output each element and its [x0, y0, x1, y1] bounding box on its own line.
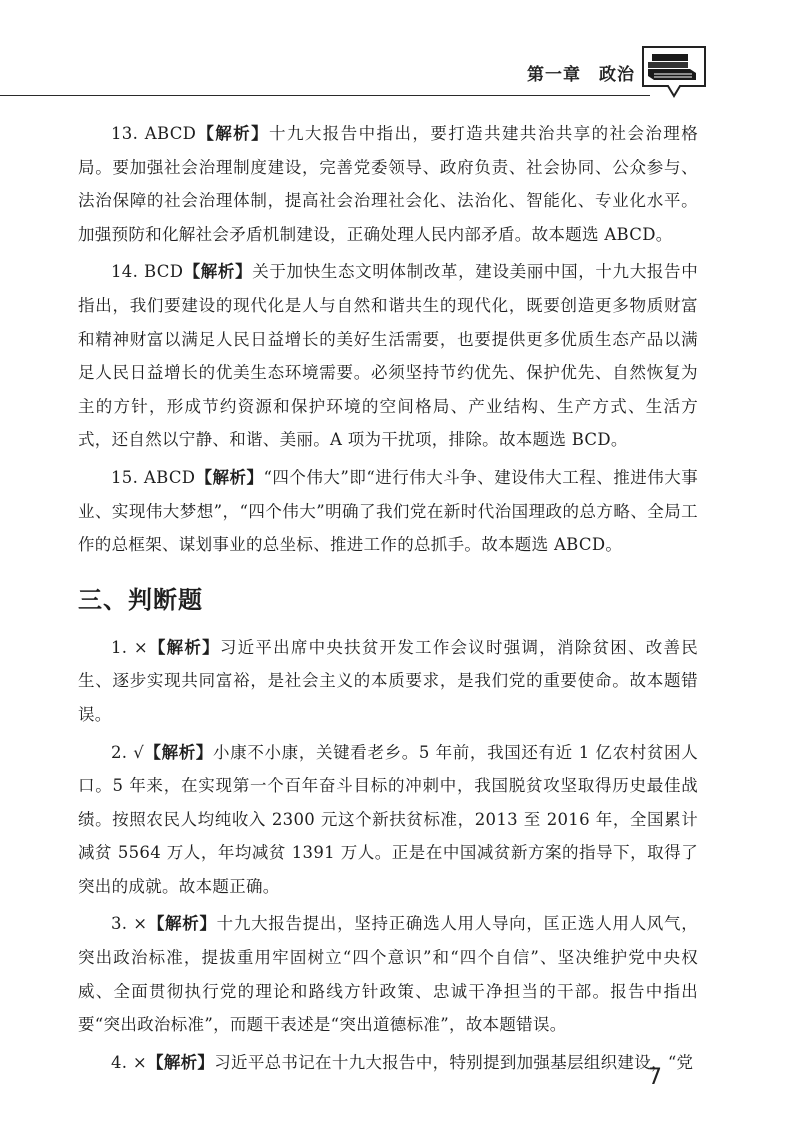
judge-answer-3: 3. ×【解析】十九大报告提出，坚持正确选人用人导向，匡正选人用人风气，突出政治标准，提拔重用牢固树立“四个意识”和“四个自信”、坚决维护党中央权威、全面贯彻执行党的理论和路线方针政策、忠诚干净担当的干部。报告中指出要“突出政治标准”，而题干表述是“突出道德标准”，故本题错误。: [78, 914, 698, 1035]
judge-answer-4: 4. ×【解析】习近平总书记在十九大报告中，特别提到加强基层组织建设，“党: [111, 1052, 694, 1072]
answer-14: 14. BCD【解析】关于加快生态文明体制改革，建设美丽中国，十九大报告中指出，我们要建设的现代化是人与自然和谐共生的现代化，既要创造更多物质财富和精神财富以满足人民日益增长的美好生活需要，也要提供更多优质生态产品以满足人民日益增长的优美生态环境需要。必须坚持节约优先、保护优先、自然恢复为主的方针，形成节约资源和保护环境的空间格局、产业结构、生产方式、生活方式，还自然以宁静、和谐、美丽。A 项为干扰项，排除。故本题选 BCD。: [78, 262, 698, 450]
chapter-title: 第一章 政治: [527, 65, 635, 85]
answer-15: 15. ABCD【解析】“四个伟大”即“进行伟大斗争、建设伟大工程、推进伟大事业、实现伟大梦想”，“四个伟大”明确了我们党在新时代治国理政的总方略、全局工作的总框架、谋划事业的总坐标、推进工作的总抓手。故本题选 ABCD。: [78, 467, 699, 555]
header-divider: [0, 95, 650, 96]
page-content: [78, 117, 698, 1083]
books-icon: [640, 44, 708, 100]
answer-13: 13. ABCD【解析】十九大报告中指出，要打造共建共治共享的社会治理格局。要加强社会治理制度建设，完善党委领导、政府负责、社会协同、公众参与、法治保障的社会治理体制，提高社会治理社会化、法治化、智能化、专业化水平。加强预防和化解社会矛盾机制建设，正确处理人民内部矛盾。故本题选 ABCD。: [78, 124, 699, 244]
judge-answer-1: 1. ×【解析】习近平出席中央扶贫开发工作会议时强调，消除贫困、改善民生、逐步实现共同富裕，是社会主义的本质要求，是我们党的重要使命。故本题错误。: [78, 637, 699, 724]
judge-answer-2: 2. √【解析】小康不小康，关键看老乡。5 年前，我国还有近 1 亿农村贫困人口。5 年来，在实现第一个百年奋斗目标的冲刺中，我国脱贫攻坚取得历史最佳战绩。按照农民人均纯收入 2300 元这个新扶贫标准，2013 至 2016 年，全国累计减贫 5564 万人，年均减贫 1391 万人。正是在中国减贫新方案的指导下，取得了突出的成就。故本题正确。: [78, 742, 699, 896]
section-title: 三、判断题: [78, 585, 203, 614]
page-number: 7: [648, 1065, 662, 1090]
